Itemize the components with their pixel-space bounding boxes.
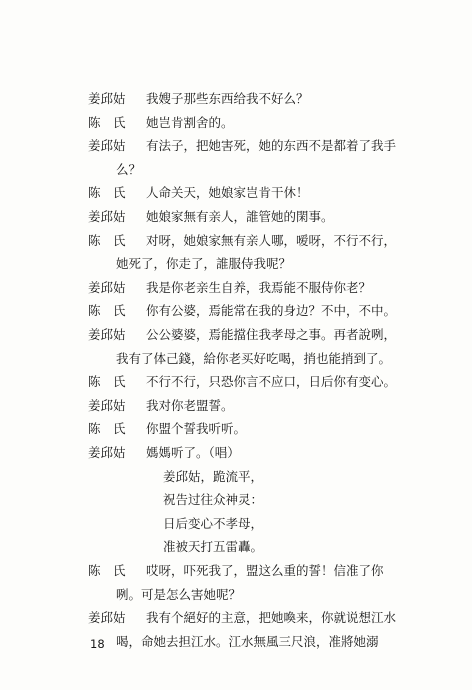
- speaker-name: 姜邱姑: [88, 209, 126, 224]
- speaker-name: 姜邱姑: [88, 280, 126, 295]
- dialogue-text: 不行不行，只恐你言不应口，日后你有变心。: [146, 374, 397, 389]
- speaker-name: 陈 氏: [88, 115, 126, 130]
- dialogue-line: [0, 180, 472, 206]
- speaker-name: 陈 氏: [88, 374, 126, 389]
- dialogue-text: 哎呀，吓死我了，盟这么重的誓！信准了你: [146, 563, 384, 578]
- dialogue-text: 她娘家無有亲人，誰管她的閑事。: [146, 209, 334, 224]
- speaker-name: 陈 氏: [88, 421, 126, 436]
- speaker-name: 陈 氏: [88, 185, 126, 200]
- speaker-name: 陈 氏: [88, 563, 126, 578]
- dialogue-line: [0, 558, 472, 584]
- verse-line: [0, 487, 472, 513]
- verse-text: 准被天打五雷轟。: [163, 539, 264, 554]
- dialogue-line: [0, 133, 472, 159]
- dialogue-text: 她岂肯割舍的。: [146, 115, 234, 130]
- dialogue-text: 你盟个誓我听听。: [146, 421, 247, 436]
- dialogue-text: 我对你老盟誓。: [146, 398, 234, 413]
- dialogue-text: 我有了体己錢，給你老买好吃喝，捎也能捎到了。: [116, 351, 392, 366]
- dialogue-text: 喝，命她去担江水。江水無風三尺浪，准將她溺: [116, 634, 379, 649]
- dialogue-line: [0, 86, 472, 112]
- dialogue-text: 我嫂子那些东西给我不好么？: [146, 91, 309, 106]
- speaker-name: 陈 氏: [88, 303, 126, 318]
- dialogue-text: 我是你老亲生自养，我焉能不服侍你老？: [146, 280, 372, 295]
- dialogue-text: 我有个絕好的主意，把她喚来，你就说想江水: [146, 610, 397, 625]
- dialogue-text: 对呀，她娘家無有亲人哪，嗳呀，不行不行，: [146, 233, 397, 248]
- speaker-name: 姜邱姑: [88, 445, 126, 460]
- dialogue-line: [0, 440, 472, 466]
- speaker-name: 陈 氏: [88, 233, 126, 248]
- page-number: 18: [90, 637, 105, 651]
- speaker-name: 姜邱姑: [88, 398, 126, 413]
- dialogue-text: 你有公婆，焉能常在我的身边？不中，不中。: [146, 303, 397, 318]
- verse-text: 日后变心不孝母，: [163, 516, 264, 531]
- speaker-name: 姜邱姑: [88, 610, 126, 625]
- speaker-name: 姜邱姑: [88, 91, 126, 106]
- dialogue-continuation: [0, 629, 472, 655]
- verse-text: 祝告过往众神灵：: [163, 492, 264, 507]
- dialogue-line: [0, 369, 472, 395]
- dialogue-line: [0, 416, 472, 442]
- dialogue-text: 有法子，把她害死，她的东西不是都着了我手: [146, 138, 397, 153]
- dialogue-text: 人命关天，她娘家岂肯干休！: [146, 185, 309, 200]
- dialogue-text: 媽媽听了。（唱）: [146, 445, 240, 460]
- dialogue-text: 公公婆婆，焉能擋住我孝母之事。再者說咧，: [146, 327, 397, 342]
- verse-text: 姜邱姑，跪流平，: [163, 469, 264, 484]
- dialogue-continuation: [0, 251, 472, 277]
- dialogue-line: [0, 322, 472, 348]
- dialogue-text: 咧。可是怎么害她呢？: [116, 587, 242, 602]
- dialogue-text: 她死了，你走了，誰服侍我呢？: [116, 256, 292, 271]
- speaker-name: 姜邱姑: [88, 138, 126, 153]
- verse-line: [0, 534, 472, 560]
- speaker-name: 姜邱姑: [88, 327, 126, 342]
- dialogue-line: [0, 605, 472, 631]
- dialogue-text: 么？: [116, 162, 142, 177]
- dialogue-line: [0, 204, 472, 230]
- dialogue-line: [0, 298, 472, 324]
